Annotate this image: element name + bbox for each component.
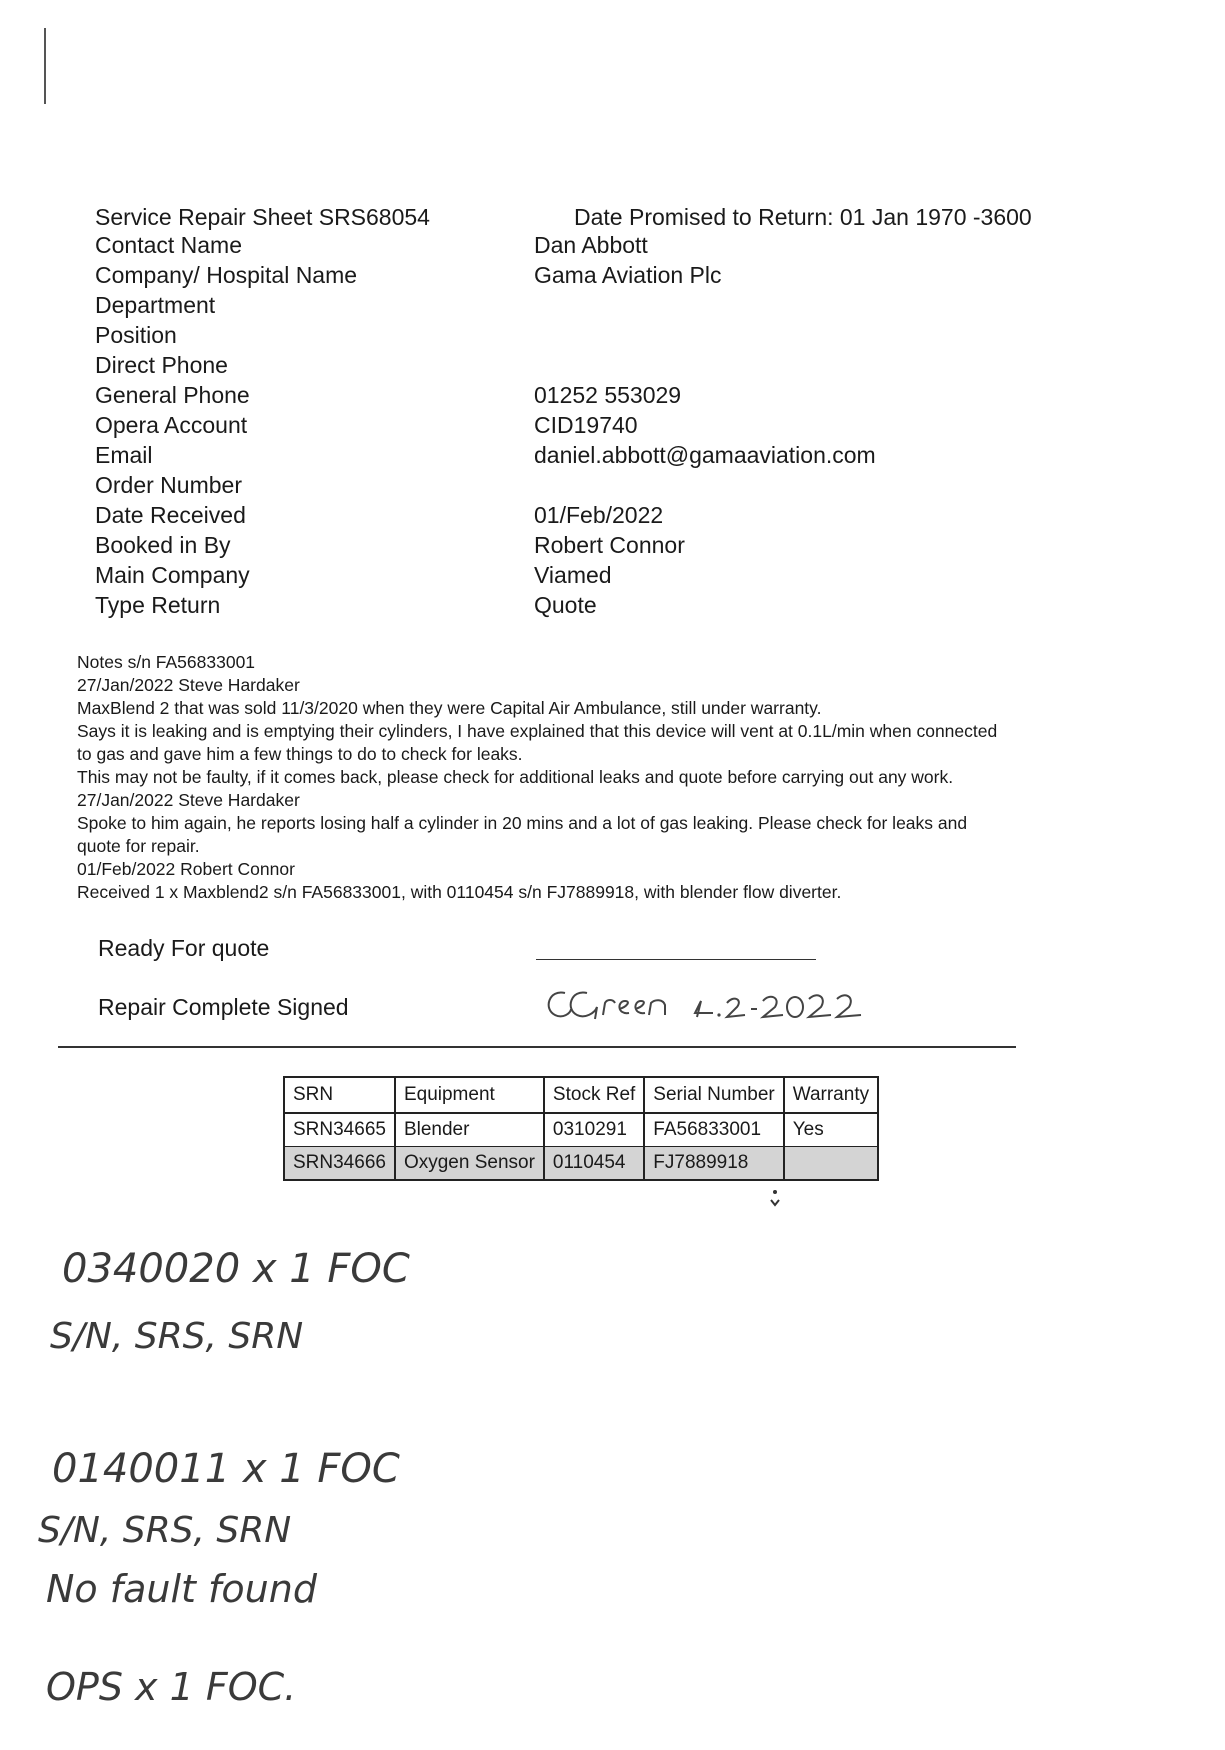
field-order-number	[95, 471, 1095, 501]
field-value: Viamed	[534, 562, 612, 588]
notes-line: Spoke to him again, he reports losing half a cylinder in 20 mins and a lot of gas leaking. Please check for leaks and	[77, 813, 968, 833]
field-general-phone	[95, 381, 1095, 411]
field-contact-name	[95, 231, 1095, 261]
field-label: Direct Phone	[95, 352, 228, 378]
handwritten-line: S/N, SRS, SRN	[50, 1316, 304, 1357]
table-cell: SRN34665	[284, 1113, 395, 1147]
handwritten-line: S/N, SRS, SRN	[38, 1510, 292, 1551]
table-cell: 0110454	[544, 1147, 644, 1181]
ready-signature-line	[536, 959, 816, 960]
field-value: Dan Abbott	[534, 232, 648, 258]
field-value: Robert Connor	[534, 532, 685, 558]
notes-line: MaxBlend 2 that was sold 11/3/2020 when they were Capital Air Ambulance, still under warranty.	[77, 698, 822, 718]
table-row	[284, 1113, 878, 1147]
date-promised: Date Promised to Return: 01 Jan 1970 -3600	[574, 204, 1032, 230]
field-booked-in-by	[95, 531, 1095, 561]
table-cell: SRN34666	[284, 1147, 395, 1181]
field-label: Date Received	[95, 502, 246, 528]
table-cell	[784, 1147, 878, 1181]
table-cell: 0310291	[544, 1113, 644, 1147]
field-label: Email	[95, 442, 153, 468]
field-date-received	[95, 501, 1095, 531]
handwritten-line: OPS x 1 FOC.	[46, 1665, 297, 1709]
pen-mark	[768, 1188, 782, 1208]
table-cell: FA56833001	[644, 1113, 783, 1147]
notes-line: to gas and gave him a few things to do to check for leaks.	[77, 744, 523, 764]
column-header: Serial Number	[644, 1077, 783, 1113]
handwritten-line: 0340020 x 1 FOC	[62, 1246, 410, 1292]
field-label: Department	[95, 292, 216, 318]
table-cell: Yes	[784, 1113, 878, 1147]
field-type-return	[95, 591, 1095, 621]
field-main-company	[95, 561, 1095, 591]
table-row	[284, 1147, 878, 1181]
notes-line: Says it is leaking and is emptying their cylinders, I have explained that this device will vent at 0.1L/min when connected	[77, 721, 998, 741]
field-value: Quote	[534, 592, 597, 618]
equipment-table	[283, 1076, 879, 1181]
field-label: General Phone	[95, 382, 250, 408]
repair-complete-label: Repair Complete Signed	[98, 994, 349, 1020]
field-value: 01252 553029	[534, 382, 682, 408]
field-label: Company/ Hospital Name	[95, 262, 358, 288]
table-cell: FJ7889918	[644, 1147, 783, 1181]
notes-block	[77, 651, 1137, 904]
sheet-title: Service Repair Sheet SRS68054	[95, 204, 430, 230]
field-email	[95, 441, 1095, 471]
field-label: Main Company	[95, 562, 250, 588]
column-header: SRN	[284, 1077, 395, 1113]
field-value: Gama Aviation Plc	[534, 262, 722, 288]
field-position	[95, 321, 1095, 351]
table-cell: Blender	[395, 1113, 544, 1147]
field-label: Type Return	[95, 592, 221, 618]
table-cell: Oxygen Sensor	[395, 1147, 544, 1181]
field-label: Opera Account	[95, 412, 248, 438]
column-header: Equipment	[395, 1077, 544, 1113]
field-value: 01/Feb/2022	[534, 502, 664, 528]
column-header: Warranty	[784, 1077, 878, 1113]
notes-line: Notes s/n FA56833001	[77, 652, 256, 672]
field-label: Position	[95, 322, 177, 348]
repair-signature	[537, 979, 917, 1039]
section-divider	[58, 1046, 1016, 1048]
handwritten-line: 0140011 x 1 FOC	[52, 1446, 400, 1492]
ready-for-quote-label: Ready For quote	[98, 935, 270, 961]
notes-line: 01/Feb/2022 Robert Connor	[77, 859, 295, 879]
notes-line: quote for repair.	[77, 836, 200, 856]
handwritten-line: No fault found	[46, 1567, 317, 1611]
field-opera-account	[95, 411, 1095, 441]
field-value: CID19740	[534, 412, 638, 438]
notes-line: This may not be faulty, if it comes back, please check for additional leaks and quote before carrying out any work.	[77, 767, 954, 787]
notes-line: 27/Jan/2022 Steve Hardaker	[77, 790, 300, 810]
field-company	[95, 261, 1095, 291]
column-header: Stock Ref	[544, 1077, 644, 1113]
field-value: daniel.abbott@gamaaviation.com	[534, 442, 876, 468]
notes-line: 27/Jan/2022 Steve Hardaker	[77, 675, 300, 695]
handwritten-notes	[0, 1220, 1225, 1740]
field-label: Contact Name	[95, 232, 243, 258]
field-label: Booked in By	[95, 532, 231, 558]
field-department	[95, 291, 1095, 321]
field-direct-phone	[95, 351, 1095, 381]
notes-line: Received 1 x Maxblend2 s/n FA56833001, with 0110454 s/n FJ7889918, with blender flow diverter.	[77, 882, 842, 902]
table-header-row	[284, 1077, 878, 1113]
field-label: Order Number	[95, 472, 242, 498]
scan-edge-mark	[44, 28, 46, 104]
